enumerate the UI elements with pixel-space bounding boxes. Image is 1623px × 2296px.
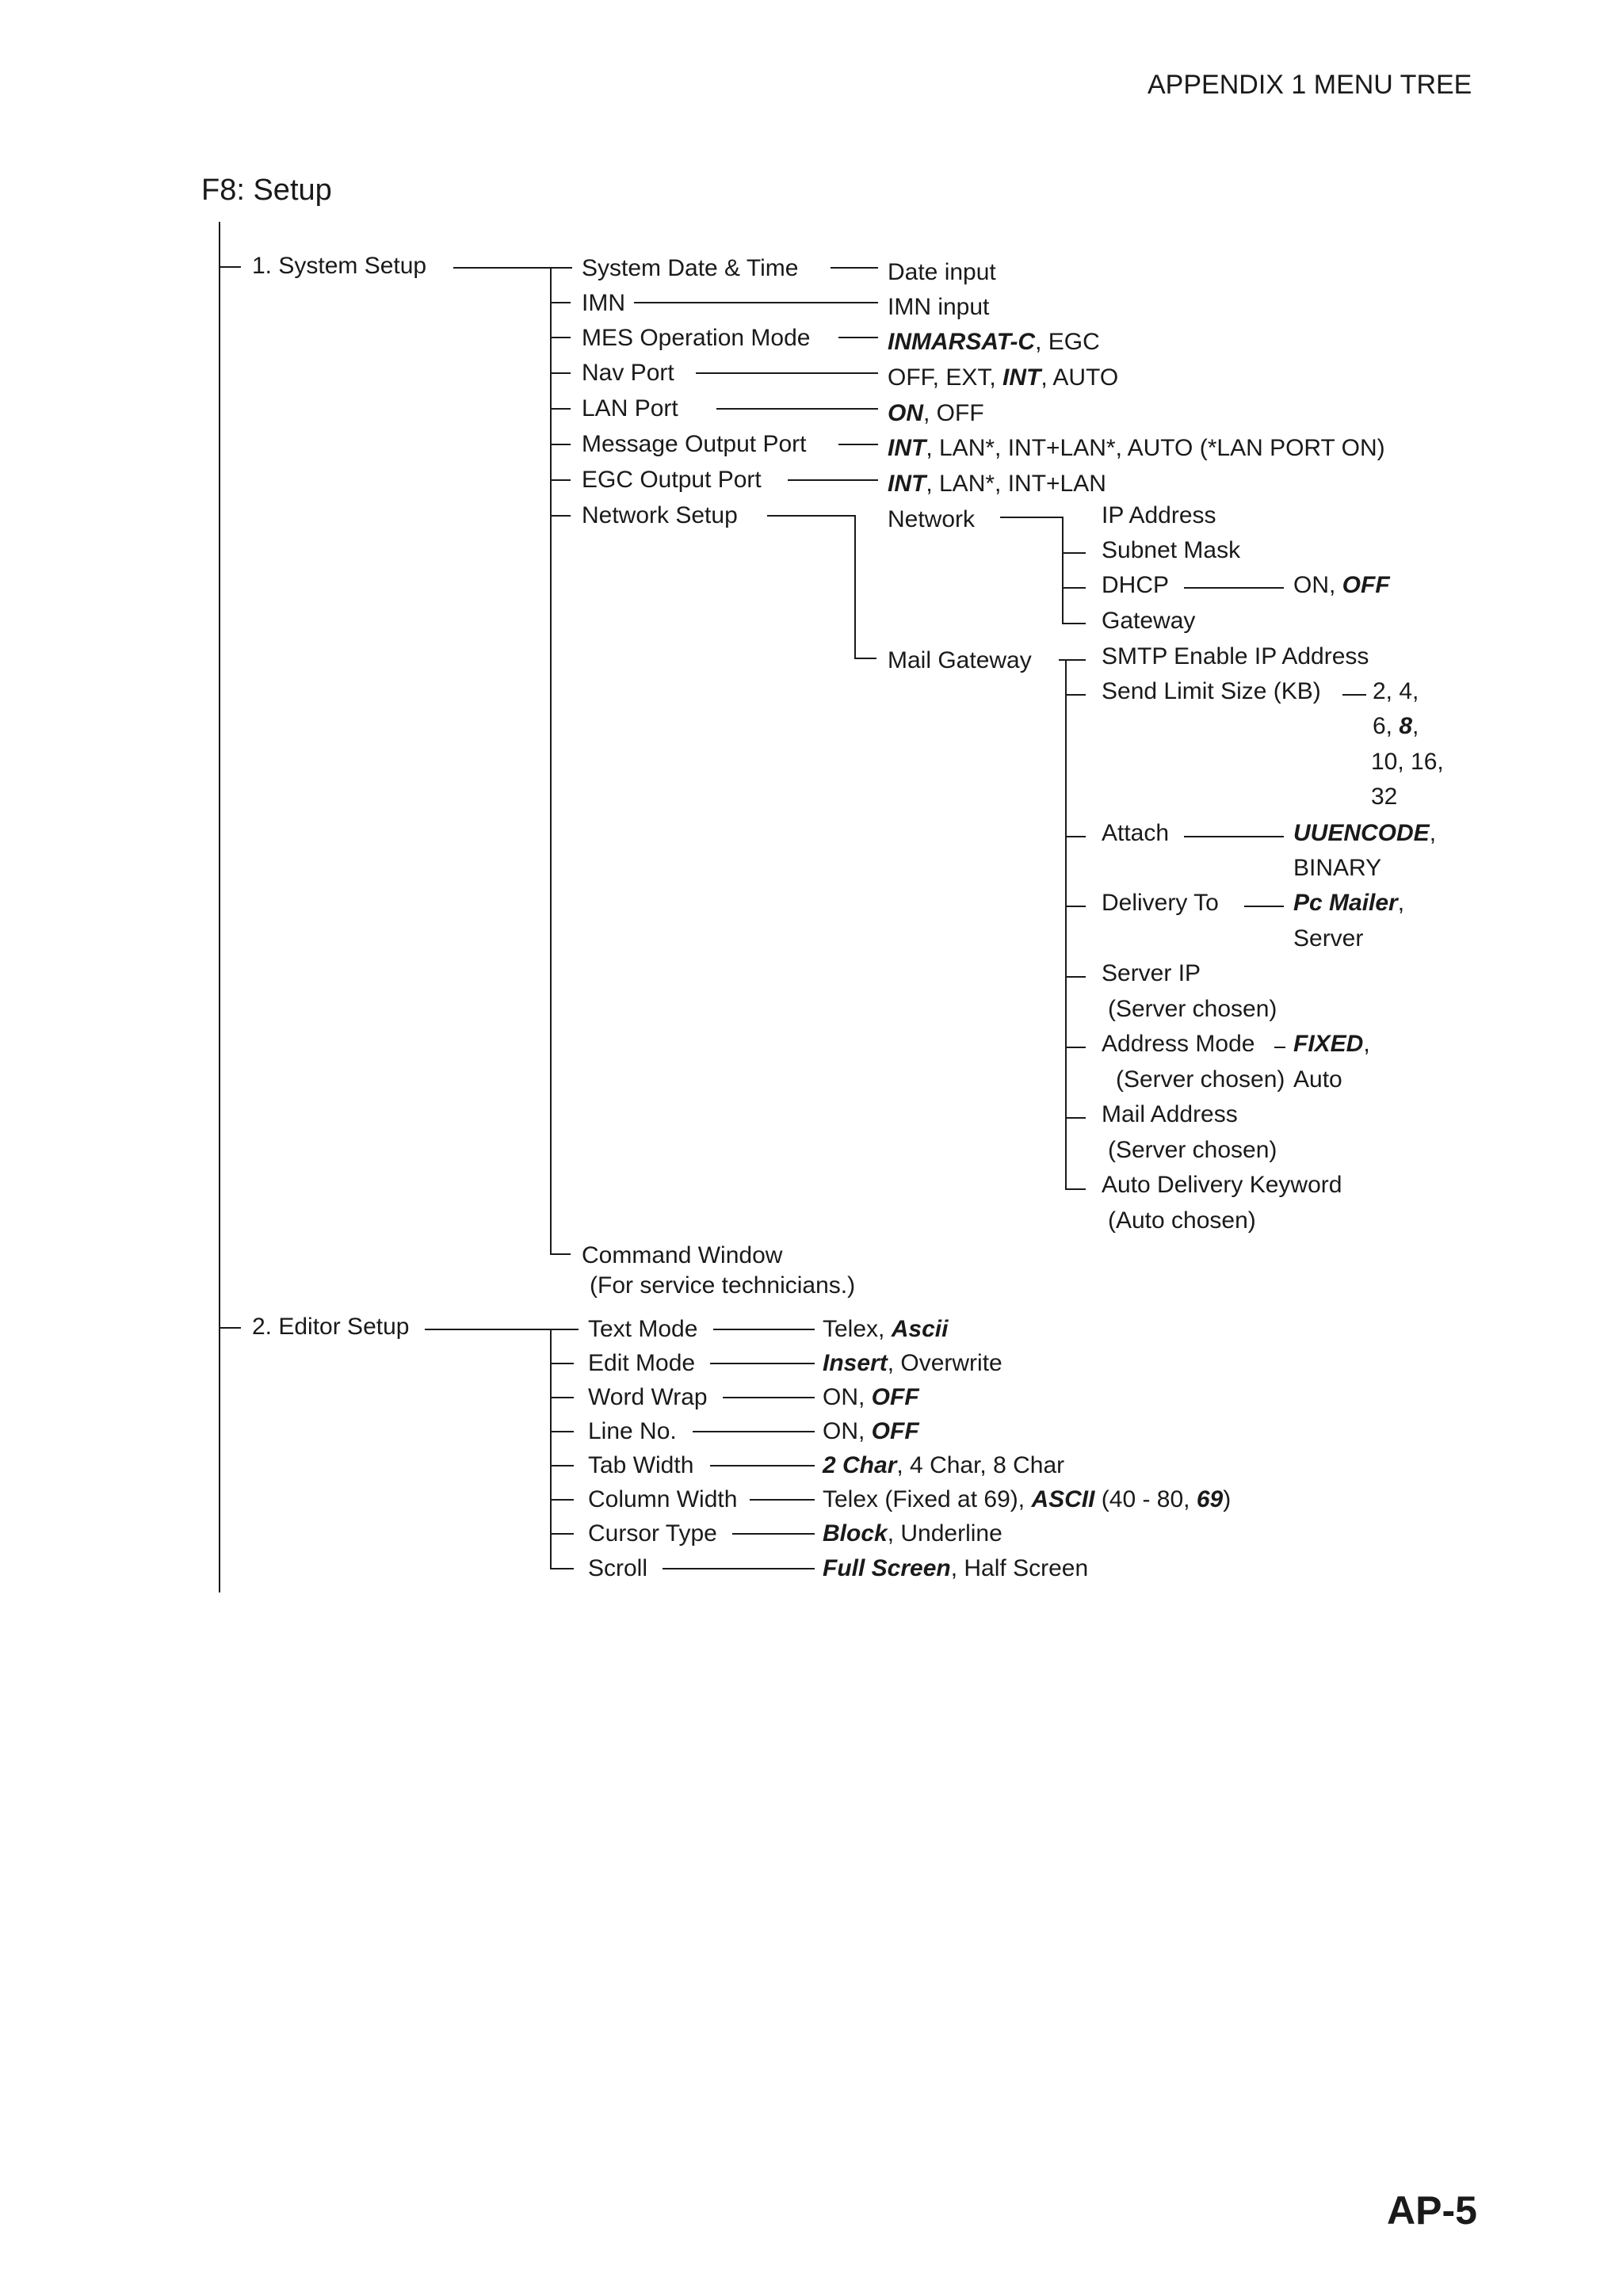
text-mode-value: Telex, Ascii [823,1316,949,1342]
column-width-value: Telex (Fixed at 69), ASCII (40 - 80, 69) [823,1486,1232,1512]
subnet-mask-label: Subnet Mask [1102,537,1241,563]
cursor-type-value: Block, Underline [823,1520,1002,1547]
mail-address-note: (Server chosen) [1108,1137,1277,1163]
edit-mode-label: Edit Mode [588,1350,696,1376]
msg-output-value: INT, LAN*, INT+LAN*, AUTO (*LAN PORT ON) [888,435,1385,461]
connector-lan-port [716,408,878,410]
command-window-label: Command Window [582,1242,783,1268]
delivery-to-value-2: Server [1293,925,1364,952]
address-mode-note: (Server chosen) [1116,1066,1285,1093]
branch-nav-port [550,372,571,374]
connector-scroll [663,1568,815,1569]
branch-line-no [550,1431,574,1432]
branch-server-ip [1065,976,1086,978]
tab-width-label: Tab Width [588,1452,694,1478]
auto-delivery-note: (Auto chosen) [1108,1207,1256,1234]
page-header: APPENDIX 1 MENU TREE [1148,70,1472,100]
connector-network [1000,517,1064,518]
msg-output-label: Message Output Port [582,431,807,457]
connector-system-setup [453,267,572,269]
text-mode-label: Text Mode [588,1316,698,1342]
dhcp-label: DHCP [1102,572,1170,598]
branch-imn [550,302,571,303]
network-setup-trunk-line [854,515,856,658]
branch-mail-address [1065,1117,1086,1119]
address-mode-value-2: Auto [1293,1066,1342,1093]
branch-column-width [550,1499,574,1501]
connector-nav-port [696,372,878,374]
branch-subnet [1062,552,1086,554]
lan-port-value: ON, OFF [888,400,984,426]
connector-date-time [831,267,878,269]
branch-gateway [1062,623,1086,624]
word-wrap-value: ON, OFF [823,1384,919,1410]
mes-mode-label: MES Operation Mode [582,325,811,351]
branch-egc-output [550,479,571,481]
scroll-value: Full Screen, Half Screen [823,1555,1089,1581]
egc-output-label: EGC Output Port [582,467,762,493]
word-wrap-label: Word Wrap [588,1384,708,1410]
branch-command-window [550,1253,571,1255]
connector-egc-output [788,479,878,481]
branch-address-mode [1065,1047,1086,1048]
connector-tab-width [710,1465,815,1466]
lan-port-label: LAN Port [582,395,678,421]
address-mode-label: Address Mode [1102,1031,1255,1057]
branch-system-setup [219,266,241,268]
imn-value: IMN input [888,294,990,320]
attach-value-2: BINARY [1293,855,1382,881]
attach-value-1: UUENCODE, [1293,820,1437,846]
mail-gateway-trunk-line [1065,659,1067,1190]
branch-dhcp [1062,587,1086,589]
branch-lan-port [550,408,571,410]
mes-mode-value: INMARSAT-C, EGC [888,329,1100,355]
send-limit-values-2: 6, 8, [1373,713,1419,739]
editor-setup-label: 2. Editor Setup [252,1314,410,1340]
auto-delivery-label: Auto Delivery Keyword [1102,1172,1342,1198]
branch-auto-delivery [1065,1188,1086,1190]
network-setup-label: Network Setup [582,502,738,528]
line-no-value: ON, OFF [823,1418,919,1444]
system-setup-trunk-line [550,267,552,1253]
branch-attach [1065,836,1086,837]
connector-attach [1184,836,1284,837]
smtp-label: SMTP Enable IP Address [1102,643,1369,669]
connector-dhcp [1184,587,1284,589]
delivery-to-label: Delivery To [1102,890,1219,916]
egc-output-value: INT, LAN*, INT+LAN [888,471,1106,497]
connector-edit-mode [710,1363,815,1364]
imn-label: IMN [582,290,625,316]
system-setup-label: 1. System Setup [252,253,427,279]
connector-address-mode [1274,1047,1285,1048]
connector-network-setup [767,515,856,517]
server-ip-label: Server IP [1102,960,1201,986]
system-date-time-value: Date input [888,259,996,285]
connector-imn [634,302,878,303]
branch-scroll [550,1568,574,1569]
branch-edit-mode [550,1363,574,1364]
send-limit-values-4: 32 [1371,784,1398,810]
connector-mes-mode [838,337,878,338]
mail-address-label: Mail Address [1102,1101,1238,1127]
nav-port-value: OFF, EXT, INT, AUTO [888,364,1119,391]
branch-word-wrap [550,1397,574,1398]
send-limit-label: Send Limit Size (KB) [1102,678,1321,704]
connector-delivery-to [1244,906,1284,907]
send-limit-values-1: 2, 4, [1373,678,1419,704]
server-ip-note: (Server chosen) [1108,996,1277,1022]
cursor-type-label: Cursor Type [588,1520,717,1547]
connector-msg-output [838,444,878,445]
line-no-label: Line No. [588,1418,677,1444]
branch-delivery-to [1065,906,1086,907]
system-date-time-label: System Date & Time [582,255,799,281]
nav-port-label: Nav Port [582,360,674,386]
connector-line-no [693,1431,815,1432]
column-width-label: Column Width [588,1486,738,1512]
connector-column-width [750,1499,815,1501]
attach-label: Attach [1102,820,1170,846]
address-mode-value-1: FIXED, [1293,1031,1370,1057]
dhcp-value: ON, OFF [1293,572,1390,598]
connector-send-limit [1342,694,1366,696]
branch-mes-mode [550,337,571,338]
branch-msg-output [550,444,571,445]
branch-mail-gateway [854,658,876,659]
network-trunk-line [1062,517,1064,623]
branch-network-setup [550,515,571,517]
root-trunk-line [219,222,220,1592]
connector-cursor-type [732,1533,815,1535]
branch-tab-width [550,1465,574,1466]
branch-editor-setup [219,1327,241,1329]
page-title: F8: Setup [201,174,332,207]
connector-word-wrap [723,1397,815,1398]
ip-address-label: IP Address [1102,502,1216,528]
command-window-note: (For service technicians.) [590,1272,856,1299]
send-limit-values-3: 10, 16, [1371,749,1444,775]
gateway-label: Gateway [1102,608,1196,634]
tab-width-value: 2 Char, 4 Char, 8 Char [823,1452,1065,1478]
connector-mail-gateway [1059,659,1086,661]
network-label: Network [888,506,976,532]
delivery-to-value-1: Pc Mailer, [1293,890,1405,916]
branch-send-limit [1065,694,1086,696]
connector-editor-setup [425,1329,579,1330]
connector-text-mode [713,1329,815,1330]
branch-cursor-type [550,1533,574,1535]
mail-gateway-label: Mail Gateway [888,647,1032,673]
edit-mode-value: Insert, Overwrite [823,1350,1002,1376]
scroll-label: Scroll [588,1555,648,1581]
page-number: AP-5 [1387,2188,1477,2233]
